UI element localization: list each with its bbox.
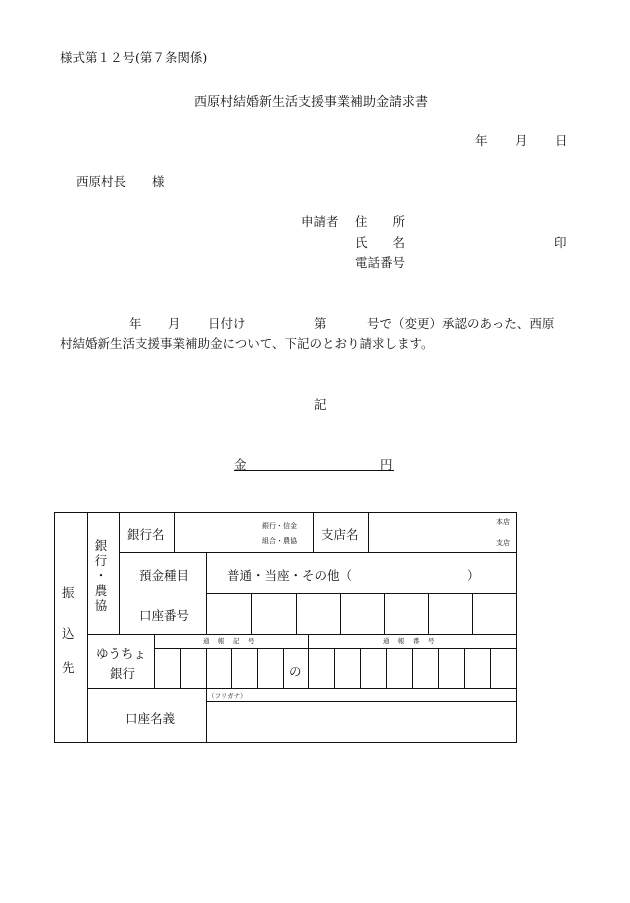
date-year: 年 [475,133,488,148]
body-dai: 第 [314,316,327,331]
addressee-name: 西原村長 [76,174,127,189]
furikomisaki-char: 先 [62,660,75,675]
yucho-label-line2: 銀行 [110,666,136,681]
bank-group-label [94,538,108,613]
body-year: 年 [129,316,142,331]
body-line2: 村結婚新生活支援事業補助金について、下記のとおり請求します。 [60,336,434,351]
bank-types-line1: 銀行・信金 [262,522,297,530]
deposit-close-paren: ） [467,568,480,583]
date-month: 月 [515,133,528,148]
passbook-number-header: 通 帳 番 号 [383,637,436,645]
bank-group-char: ・ [94,568,108,583]
honten-label: 本店 [496,518,510,526]
bank-name-label: 銀行名 [127,527,165,542]
bank-group-char: 協 [94,598,108,613]
furikomisaki-char: 込 [62,626,75,641]
bank-group-char: 行 [94,553,108,568]
no-separator: の [289,664,302,679]
ki-heading: 記 [314,397,327,412]
body-dated: 日付け [208,316,246,331]
applicant-label: 申請者 [301,214,339,229]
bank-group-char: 銀 [94,538,108,553]
furikomisaki-char: 振 [62,585,75,600]
yucho-label-line1: ゆうちょ [96,646,147,661]
bank-group-char: 農 [94,583,108,598]
amount-suffix: 円 [380,457,393,472]
branch-name-label: 支店名 [321,527,359,542]
address-label: 住 所 [355,214,406,229]
account-holder-label: 口座名義 [125,711,176,726]
phone-label: 電話番号 [355,255,406,270]
account-number-label: 口座番号 [139,608,190,623]
body-line1-rest: 号で（変更）承認のあった、西原 [367,316,555,331]
document-title: 西原村結婚新生活支援事業補助金請求書 [194,95,429,110]
name-label: 氏 名 [355,235,406,250]
passbook-symbol-header: 通 帳 記 号 [203,637,256,645]
amount-prefix: 金 [234,457,247,472]
bank-types-line2: 組合・農協 [262,537,297,545]
date-day: 日 [555,133,568,148]
addressee-honorific: 様 [152,174,165,189]
body-month: 月 [168,316,181,331]
deposit-type-label: 預金種目 [139,568,190,583]
furigana-label: （フリガナ） [208,692,247,700]
shiten-label: 支店 [496,539,510,547]
seal-mark: 印 [554,235,567,250]
deposit-options: 普通・当座・その他（ [227,568,353,583]
form-number: 様式第１２号(第７条関係) [60,50,208,65]
